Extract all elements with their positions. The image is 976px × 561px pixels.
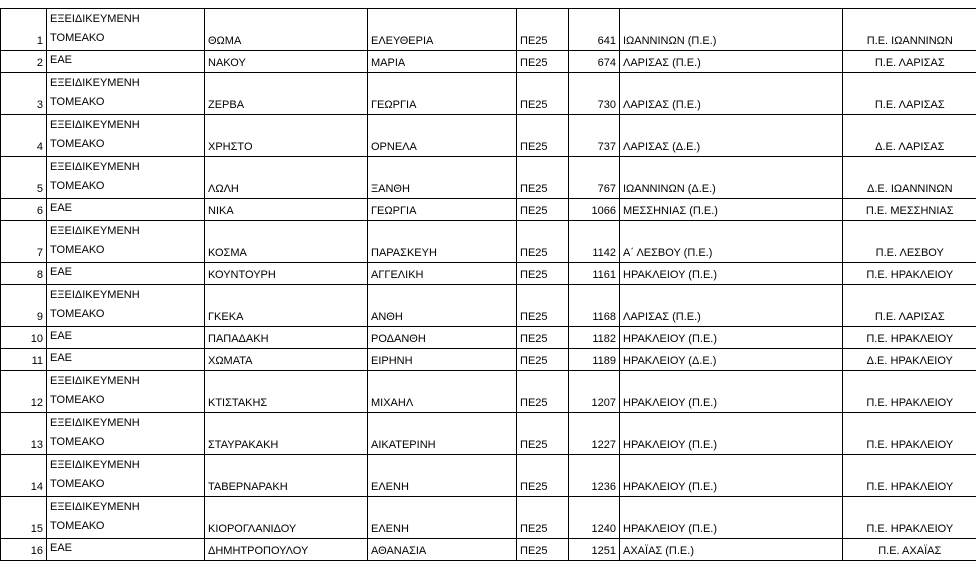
category-cell <box>47 349 205 371</box>
category-cell <box>47 413 205 455</box>
surname-cell: ΚΟΣΜΑ <box>205 221 368 263</box>
table-row <box>1 9 976 51</box>
row-number-cell: 1 <box>1 9 47 51</box>
table-row <box>1 73 976 115</box>
table-row <box>1 157 976 199</box>
category-line: ΕΞΕΙΔΙΚΕΥΜΕΝΗ <box>50 10 201 29</box>
surname-cell: ΧΡΗΣΤΟ <box>205 115 368 157</box>
surname-cell: ΛΩΛΗ <box>205 157 368 199</box>
category-line: ΕΞΕΙΔΙΚΕΥΜΕΝΗ <box>50 158 201 177</box>
first-name-cell: ΑΝΘΗ <box>368 285 517 327</box>
area-cell: ΙΩΑΝΝΙΝΩΝ (Δ.Ε.) <box>620 157 843 199</box>
surname-cell: ΝΙΚΑ <box>205 199 368 221</box>
surname-cell: ΧΩΜΑΤΑ <box>205 349 368 371</box>
table-body <box>1 9 976 561</box>
area-cell: ΛΑΡΙΣΑΣ (Π.Ε.) <box>620 285 843 327</box>
first-name-cell: ΓΕΩΡΓΙΑ <box>368 199 517 221</box>
category-line: ΕΑΕ <box>50 349 201 368</box>
row-number-cell: 2 <box>1 51 47 73</box>
rank-cell: 1161 <box>569 263 620 285</box>
rank-cell: 1207 <box>569 371 620 413</box>
category-line: ΕΑΕ <box>50 539 201 558</box>
directorate-cell: Π.Ε. ΛΕΣΒΟΥ <box>843 221 976 263</box>
category-line: ΕΞΕΙΔΙΚΕΥΜΕΝΗ <box>50 286 201 305</box>
category-cell <box>47 115 205 157</box>
rank-cell: 674 <box>569 51 620 73</box>
area-cell: ΛΑΡΙΣΑΣ (Δ.Ε.) <box>620 115 843 157</box>
category-line: ΕΞΕΙΔΙΚΕΥΜΕΝΗ <box>50 74 201 93</box>
row-number-cell: 14 <box>1 455 47 497</box>
area-cell: ΗΡΑΚΛΕΙΟΥ (Π.Ε.) <box>620 497 843 539</box>
specialty-cell: ΠΕ25 <box>517 413 569 455</box>
directorate-cell: Δ.Ε. ΛΑΡΙΣΑΣ <box>843 115 976 157</box>
category-line: ΤΟΜΕΑΚΟ <box>50 305 201 324</box>
specialty-cell: ΠΕ25 <box>517 221 569 263</box>
table-row <box>1 455 976 497</box>
category-cell <box>47 539 205 561</box>
category-line: ΕΑΕ <box>50 51 201 70</box>
area-cell: ΗΡΑΚΛΕΙΟΥ (Π.Ε.) <box>620 455 843 497</box>
area-cell: ΛΑΡΙΣΑΣ (Π.Ε.) <box>620 73 843 115</box>
area-cell: ΗΡΑΚΛΕΙΟΥ (Π.Ε.) <box>620 263 843 285</box>
directorate-cell: Δ.Ε. ΗΡΑΚΛΕΙΟΥ <box>843 349 976 371</box>
category-cell <box>47 497 205 539</box>
category-line: ΤΟΜΕΑΚΟ <box>50 517 201 536</box>
directorate-cell: Π.Ε. ΗΡΑΚΛΕΙΟΥ <box>843 371 976 413</box>
specialty-cell: ΠΕ25 <box>517 157 569 199</box>
directorate-cell: Π.Ε. ΛΑΡΙΣΑΣ <box>843 73 976 115</box>
category-line: ΤΟΜΕΑΚΟ <box>50 241 201 260</box>
rank-cell: 1240 <box>569 497 620 539</box>
area-cell: ΗΡΑΚΛΕΙΟΥ (Π.Ε.) <box>620 413 843 455</box>
directorate-cell: Π.Ε. ΗΡΑΚΛΕΙΟΥ <box>843 413 976 455</box>
first-name-cell: ΓΕΩΡΓΙΑ <box>368 73 517 115</box>
row-number-cell: 7 <box>1 221 47 263</box>
category-cell <box>47 199 205 221</box>
surname-cell: ΓΚΕΚΑ <box>205 285 368 327</box>
row-number-cell: 6 <box>1 199 47 221</box>
first-name-cell: ΑΘΑΝΑΣΙΑ <box>368 539 517 561</box>
category-line: ΕΑΕ <box>50 263 201 282</box>
first-name-cell: ΕΛΕΝΗ <box>368 497 517 539</box>
rank-cell: 1251 <box>569 539 620 561</box>
surname-cell: ΔΗΜΗΤΡΟΠΟΥΛΟΥ <box>205 539 368 561</box>
table-row <box>1 221 976 263</box>
specialty-cell: ΠΕ25 <box>517 497 569 539</box>
surname-cell: ΠΑΠΑΔΑΚΗ <box>205 327 368 349</box>
category-cell <box>47 327 205 349</box>
specialty-cell: ΠΕ25 <box>517 199 569 221</box>
surname-cell: ΚΙΟΡΟΓΛΑΝΙΔΟΥ <box>205 497 368 539</box>
category-line: ΕΑΕ <box>50 327 201 346</box>
table-row <box>1 497 976 539</box>
table-row <box>1 327 976 349</box>
specialty-cell: ΠΕ25 <box>517 455 569 497</box>
rank-cell: 1168 <box>569 285 620 327</box>
category-line: ΤΟΜΕΑΚΟ <box>50 29 201 48</box>
category-line: ΕΞΕΙΔΙΚΕΥΜΕΝΗ <box>50 498 201 517</box>
category-line: ΕΞΕΙΔΙΚΕΥΜΕΝΗ <box>50 456 201 475</box>
surname-cell: ΚΟΥΝΤΟΥΡΗ <box>205 263 368 285</box>
directorate-cell: Π.Ε. ΗΡΑΚΛΕΙΟΥ <box>843 497 976 539</box>
rank-cell: 1189 <box>569 349 620 371</box>
rank-cell: 1227 <box>569 413 620 455</box>
row-number-cell: 11 <box>1 349 47 371</box>
table-row <box>1 115 976 157</box>
category-line: ΤΟΜΕΑΚΟ <box>50 391 201 410</box>
first-name-cell: ΠΑΡΑΣΚΕΥΗ <box>368 221 517 263</box>
first-name-cell: ΑΓΓΕΛΙΚΗ <box>368 263 517 285</box>
specialty-cell: ΠΕ25 <box>517 327 569 349</box>
table-row <box>1 349 976 371</box>
row-number-cell: 10 <box>1 327 47 349</box>
directorate-cell: Π.Ε. ΛΑΡΙΣΑΣ <box>843 285 976 327</box>
specialty-cell: ΠΕ25 <box>517 73 569 115</box>
directorate-cell: Π.Ε. ΗΡΑΚΛΕΙΟΥ <box>843 455 976 497</box>
first-name-cell: ΟΡΝΕΛΑ <box>368 115 517 157</box>
first-name-cell: ΕΛΕΥΘΕΡΙΑ <box>368 9 517 51</box>
category-cell <box>47 455 205 497</box>
table-row <box>1 371 976 413</box>
area-cell: Α΄ ΛΕΣΒΟΥ (Π.Ε.) <box>620 221 843 263</box>
category-line: ΕΞΕΙΔΙΚΕΥΜΕΝΗ <box>50 116 201 135</box>
specialty-cell: ΠΕ25 <box>517 371 569 413</box>
category-cell <box>47 221 205 263</box>
category-line: ΕΞΕΙΔΙΚΕΥΜΕΝΗ <box>50 372 201 391</box>
surname-cell: ΤΑΒΕΡΝΑΡΑΚΗ <box>205 455 368 497</box>
category-line: ΤΟΜΕΑΚΟ <box>50 475 201 494</box>
row-number-cell: 15 <box>1 497 47 539</box>
category-cell <box>47 285 205 327</box>
directorate-cell: Δ.Ε. ΙΩΑΝΝΙΝΩΝ <box>843 157 976 199</box>
table-row <box>1 285 976 327</box>
specialty-cell: ΠΕ25 <box>517 115 569 157</box>
category-cell <box>47 73 205 115</box>
first-name-cell: ΕΛΕΝΗ <box>368 455 517 497</box>
rank-cell: 1182 <box>569 327 620 349</box>
directorate-cell: Π.Ε. ΗΡΑΚΛΕΙΟΥ <box>843 263 976 285</box>
surname-cell: ΣΤΑΥΡΑΚΑΚΗ <box>205 413 368 455</box>
placements-table <box>0 8 976 561</box>
area-cell: ΗΡΑΚΛΕΙΟΥ (Δ.Ε.) <box>620 349 843 371</box>
specialty-cell: ΠΕ25 <box>517 539 569 561</box>
rank-cell: 1236 <box>569 455 620 497</box>
surname-cell: ΖΕΡΒΑ <box>205 73 368 115</box>
specialty-cell: ΠΕ25 <box>517 285 569 327</box>
category-line: ΤΟΜΕΑΚΟ <box>50 177 201 196</box>
category-cell <box>47 371 205 413</box>
category-line: ΤΟΜΕΑΚΟ <box>50 135 201 154</box>
rank-cell: 767 <box>569 157 620 199</box>
table-row <box>1 539 976 561</box>
category-line: ΤΟΜΕΑΚΟ <box>50 93 201 112</box>
rank-cell: 1066 <box>569 199 620 221</box>
area-cell: ΙΩΑΝΝΙΝΩΝ (Π.Ε.) <box>620 9 843 51</box>
row-number-cell: 8 <box>1 263 47 285</box>
category-cell <box>47 263 205 285</box>
table-row <box>1 263 976 285</box>
specialty-cell: ΠΕ25 <box>517 263 569 285</box>
row-number-cell: 13 <box>1 413 47 455</box>
first-name-cell: ΑΙΚΑΤΕΡΙΝΗ <box>368 413 517 455</box>
area-cell: ΛΑΡΙΣΑΣ (Π.Ε.) <box>620 51 843 73</box>
category-cell <box>47 157 205 199</box>
surname-cell: ΚΤΙΣΤΑΚΗΣ <box>205 371 368 413</box>
first-name-cell: ΜΑΡΙΑ <box>368 51 517 73</box>
row-number-cell: 4 <box>1 115 47 157</box>
rank-cell: 730 <box>569 73 620 115</box>
row-number-cell: 12 <box>1 371 47 413</box>
first-name-cell: ΕΙΡΗΝΗ <box>368 349 517 371</box>
category-cell <box>47 51 205 73</box>
rank-cell: 737 <box>569 115 620 157</box>
table-row <box>1 413 976 455</box>
rank-cell: 641 <box>569 9 620 51</box>
category-line: ΕΞΕΙΔΙΚΕΥΜΕΝΗ <box>50 222 201 241</box>
specialty-cell: ΠΕ25 <box>517 349 569 371</box>
area-cell: ΗΡΑΚΛΕΙΟΥ (Π.Ε.) <box>620 327 843 349</box>
table-row <box>1 51 976 73</box>
rank-cell: 1142 <box>569 221 620 263</box>
category-cell <box>47 9 205 51</box>
directorate-cell: Π.Ε. ΑΧΑΪΑΣ <box>843 539 976 561</box>
surname-cell: ΝΑΚΟΥ <box>205 51 368 73</box>
area-cell: ΑΧΑΪΑΣ (Π.Ε.) <box>620 539 843 561</box>
row-number-cell: 16 <box>1 539 47 561</box>
first-name-cell: ΜΙΧΑΗΛ <box>368 371 517 413</box>
area-cell: ΗΡΑΚΛΕΙΟΥ (Π.Ε.) <box>620 371 843 413</box>
surname-cell: ΘΩΜΑ <box>205 9 368 51</box>
table-row <box>1 199 976 221</box>
directorate-cell: Π.Ε. ΙΩΑΝΝΙΝΩΝ <box>843 9 976 51</box>
row-number-cell: 9 <box>1 285 47 327</box>
category-line: ΕΑΕ <box>50 199 201 218</box>
directorate-cell: Π.Ε. ΗΡΑΚΛΕΙΟΥ <box>843 327 976 349</box>
directorate-cell: Π.Ε. ΜΕΣΣΗΝΙΑΣ <box>843 199 976 221</box>
specialty-cell: ΠΕ25 <box>517 51 569 73</box>
row-number-cell: 5 <box>1 157 47 199</box>
area-cell: ΜΕΣΣΗΝΙΑΣ (Π.Ε.) <box>620 199 843 221</box>
category-line: ΤΟΜΕΑΚΟ <box>50 433 201 452</box>
category-line: ΕΞΕΙΔΙΚΕΥΜΕΝΗ <box>50 414 201 433</box>
directorate-cell: Π.Ε. ΛΑΡΙΣΑΣ <box>843 51 976 73</box>
row-number-cell: 3 <box>1 73 47 115</box>
first-name-cell: ΞΑΝΘΗ <box>368 157 517 199</box>
specialty-cell: ΠΕ25 <box>517 9 569 51</box>
first-name-cell: ΡΟΔΑΝΘΗ <box>368 327 517 349</box>
